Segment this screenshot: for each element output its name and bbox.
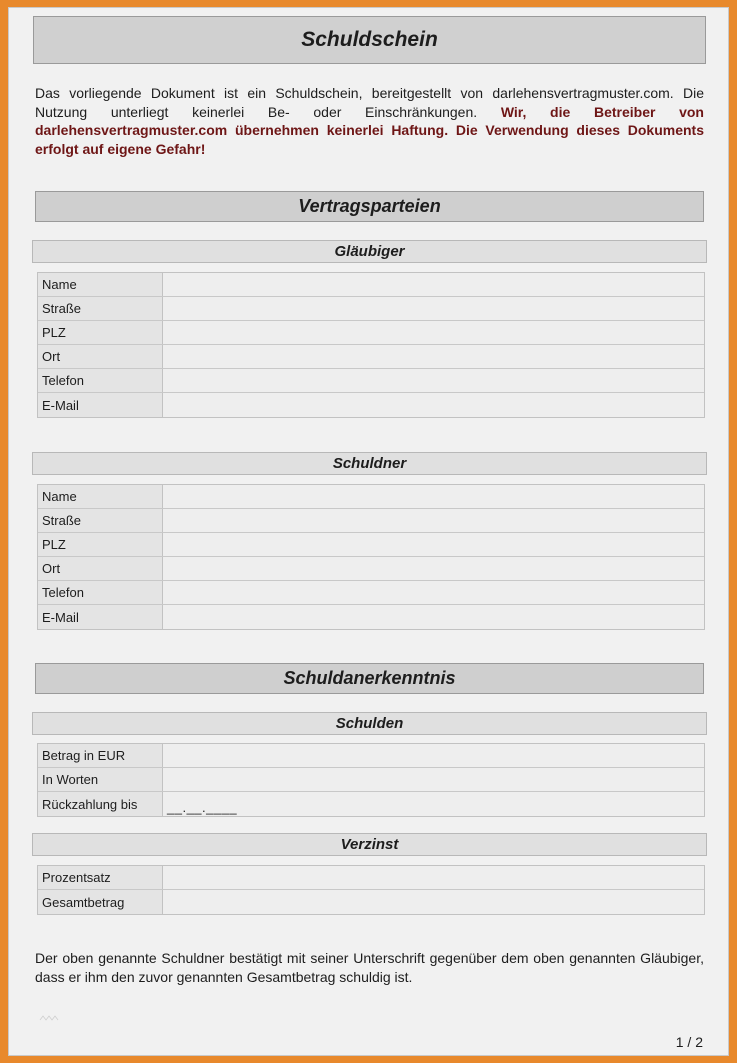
- debtor-row-name: [38, 485, 704, 509]
- debtor-zip-field[interactable]: [163, 533, 704, 556]
- creditor-zip-field[interactable]: [163, 321, 704, 344]
- interest-row-percentage: [38, 866, 704, 890]
- amount-words-field[interactable]: [163, 768, 704, 791]
- field-label: Name: [38, 485, 163, 508]
- field-label: Ort: [38, 557, 163, 580]
- field-label: Telefon: [38, 581, 163, 604]
- creditor-row-zip: [38, 321, 704, 345]
- creditor-email-field[interactable]: [163, 393, 704, 417]
- percentage-field[interactable]: [163, 866, 704, 889]
- debts-row-amount: [38, 744, 704, 768]
- field-label: Rückzahlung bis: [38, 792, 163, 816]
- intro-text: Das vorliegende Dokument ist ein Schuldschein, bereitgestellt von darlehensvertragmuster.com. Die Nutzung unterliegt keinerlei Be- oder Einschränkungen.: [35, 85, 704, 120]
- total-amount-field[interactable]: [163, 890, 704, 914]
- field-label: Straße: [38, 509, 163, 532]
- debts-row-words: [38, 768, 704, 792]
- date-placeholder: __.__.____: [167, 799, 238, 815]
- field-label: Straße: [38, 297, 163, 320]
- subheading-debtor: Schuldner: [32, 452, 707, 475]
- closing-statement: Der oben genannte Schuldner bestätigt mit seiner Unterschrift gegenüber dem oben genannten Gläubiger, dass er ihm den zuvor genannten Gesamtbetrag schuldig ist.: [35, 950, 704, 985]
- field-label: E-Mail: [38, 393, 163, 417]
- debtor-row-phone: [38, 581, 704, 605]
- creditor-row-email: [38, 393, 704, 417]
- field-label: E-Mail: [38, 605, 163, 629]
- creditor-city-field[interactable]: [163, 345, 704, 368]
- page-number: 1 / 2: [675, 1034, 703, 1050]
- field-label: PLZ: [38, 321, 163, 344]
- debtor-email-field[interactable]: [163, 605, 704, 629]
- debtor-city-field[interactable]: [163, 557, 704, 580]
- field-label: Prozentsatz: [38, 866, 163, 889]
- field-label: Ort: [38, 345, 163, 368]
- debtor-row-city: [38, 557, 704, 581]
- debtor-row-zip: [38, 533, 704, 557]
- debtor-phone-field[interactable]: [163, 581, 704, 604]
- subheading-creditor: Gläubiger: [32, 240, 707, 263]
- liability-warning: Wir, die Betreiber von darlehensvertragmuster.com übernehmen keinerlei Haftung. Die Verwendung dieses Dokuments erfolgt auf eigene Gefahr!: [35, 103, 704, 157]
- watermark-mark: [39, 1014, 59, 1022]
- field-label: Telefon: [38, 369, 163, 392]
- field-label: Betrag in EUR: [38, 744, 163, 767]
- debtor-name-field[interactable]: [163, 485, 704, 508]
- field-label: PLZ: [38, 533, 163, 556]
- creditor-phone-field[interactable]: [163, 369, 704, 392]
- intro-paragraph: [35, 84, 704, 158]
- debtor-row-email: [38, 605, 704, 629]
- creditor-name-field[interactable]: [163, 273, 704, 296]
- creditor-row-street: [38, 297, 704, 321]
- interest-row-total: [38, 890, 704, 914]
- creditor-row-name: [38, 273, 704, 297]
- field-label: Name: [38, 273, 163, 296]
- subheading-debts: Schulden: [32, 712, 707, 735]
- debtor-row-street: [38, 509, 704, 533]
- document-page: [8, 7, 729, 1056]
- debts-row-repayment: [38, 792, 704, 816]
- debts-form: [37, 743, 705, 817]
- subheading-interest: Verzinst: [32, 833, 707, 856]
- section-heading-parties: Vertragsparteien: [35, 191, 704, 222]
- debtor-street-field[interactable]: [163, 509, 704, 532]
- section-heading-acknowledgment: Schuldanerkenntnis: [35, 663, 704, 694]
- interest-form: [37, 865, 705, 915]
- debtor-form: [37, 484, 705, 630]
- document-title: Schuldschein: [33, 16, 706, 64]
- field-label: Gesamtbetrag: [38, 890, 163, 914]
- amount-eur-field[interactable]: [163, 744, 704, 767]
- creditor-row-phone: [38, 369, 704, 393]
- field-label: In Worten: [38, 768, 163, 791]
- repayment-date-field[interactable]: [163, 792, 704, 816]
- creditor-row-city: [38, 345, 704, 369]
- creditor-form: [37, 272, 705, 418]
- creditor-street-field[interactable]: [163, 297, 704, 320]
